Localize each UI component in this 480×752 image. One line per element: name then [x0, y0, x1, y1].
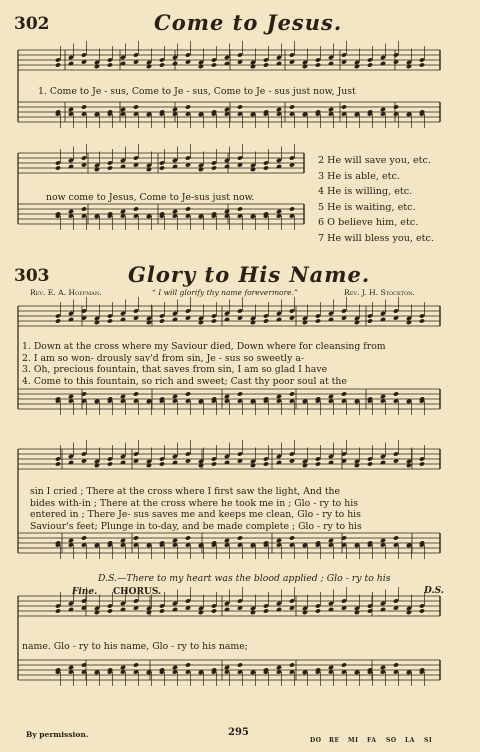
- solfa-note: LA: [405, 737, 415, 744]
- hymn-303-composer: Rev. J. H. Stockton.: [344, 288, 415, 297]
- note-head: [315, 62, 321, 67]
- note-head: [120, 665, 126, 670]
- note-head: [55, 62, 61, 67]
- note-head: [211, 608, 217, 613]
- hymn-302-verse-list: [318, 153, 434, 246]
- note-head: [276, 394, 282, 399]
- note-head: [185, 662, 191, 667]
- note-head: [224, 394, 230, 399]
- fine-mark: Fine.: [72, 587, 98, 597]
- note-head: [224, 209, 230, 214]
- note-head: [159, 318, 165, 323]
- note-head: [263, 608, 269, 613]
- note-head: [107, 608, 113, 613]
- note-head: [120, 394, 126, 399]
- note-head: [393, 391, 399, 396]
- note-head: [289, 391, 295, 396]
- note-head: [341, 662, 347, 667]
- note-head: [315, 461, 321, 466]
- note-head: [107, 62, 113, 67]
- note-head: [211, 62, 217, 67]
- note-head: [328, 107, 334, 112]
- note-head: [55, 608, 61, 613]
- note-head: [367, 62, 373, 67]
- solfa-note: MI: [348, 737, 359, 744]
- note-head: [237, 206, 243, 211]
- note-head: [393, 535, 399, 540]
- note-head: [315, 318, 321, 323]
- hymn-303-verses-block-2: [30, 486, 362, 532]
- note-head: [172, 394, 178, 399]
- verse-line: sin I cried ; There at the cross where I first saw the light, And the: [30, 486, 341, 497]
- note-head: [276, 538, 282, 543]
- note-head: [328, 394, 334, 399]
- note-head: [419, 461, 425, 466]
- verse-line: bides with-in ; There at the cross where he took me in ; Glo - ry to his: [30, 497, 358, 509]
- note-head: [224, 107, 230, 112]
- hymn-302-title: Come to Jesus.: [154, 10, 343, 35]
- chorus-label: CHORUS.: [113, 587, 162, 597]
- note-head: [172, 209, 178, 214]
- note-head: [120, 209, 126, 214]
- solfa-note: SI: [424, 737, 433, 744]
- note-head: [211, 461, 217, 466]
- solfa-note: SO: [386, 737, 397, 744]
- note-head: [224, 538, 230, 543]
- note-head: [68, 394, 74, 399]
- note-head: [68, 209, 74, 214]
- note-head: [328, 538, 334, 543]
- ds-mark: D.S.: [424, 586, 444, 596]
- note-head: [172, 107, 178, 112]
- note-head: [289, 662, 295, 667]
- note-head: [120, 538, 126, 543]
- note-head: [68, 538, 74, 543]
- note-head: [289, 206, 295, 211]
- note-head: [237, 535, 243, 540]
- verse-item: 3 He is able, etc.: [318, 170, 400, 182]
- note-head: [315, 608, 321, 613]
- note-head: [341, 104, 347, 109]
- page-number: 295: [228, 727, 249, 738]
- hymn-303-number: 303: [14, 266, 50, 286]
- note-head: [68, 665, 74, 670]
- hymn-302-lyric-line-1: 1. Come to Je - sus, Come to Je - sus, Come to Je - sus just now, Just: [38, 86, 356, 97]
- verse-line: entered in ; There Je- sus saves me and keeps me clean, Glo - ry to his: [30, 509, 361, 521]
- solfa-scale: [310, 737, 443, 744]
- note-head: [159, 62, 165, 67]
- note-head: [380, 394, 386, 399]
- note-head: [172, 665, 178, 670]
- note-head: [393, 104, 399, 109]
- note-head: [185, 206, 191, 211]
- note-head: [263, 461, 269, 466]
- note-head: [263, 62, 269, 67]
- verse-item: 4 He is willing, etc.: [318, 186, 413, 197]
- note-head: [55, 318, 61, 323]
- note-head: [55, 165, 61, 170]
- hymn-302-lyric-line-2: now come to Jesus, Come to Je-sus just now.: [46, 192, 255, 203]
- note-head: [341, 391, 347, 396]
- note-head: [276, 209, 282, 214]
- note-head: [289, 535, 295, 540]
- note-head: [133, 662, 139, 667]
- note-head: [185, 391, 191, 396]
- verse-item: 2 He will save you, etc.: [318, 155, 431, 166]
- note-head: [68, 107, 74, 112]
- note-head: [419, 62, 425, 67]
- note-head: [380, 107, 386, 112]
- note-head: [133, 104, 139, 109]
- note-head: [120, 107, 126, 112]
- verse-line: 1. Down at the cross where my Saviour died, Down where for cleansing from: [22, 341, 386, 352]
- note-head: [159, 165, 165, 170]
- note-head: [159, 461, 165, 466]
- solfa-note: RE: [329, 737, 340, 744]
- note-head: [133, 206, 139, 211]
- note-head: [393, 662, 399, 667]
- hymn-303-title: Glory to His Name.: [128, 262, 371, 287]
- note-head: [263, 318, 269, 323]
- note-head: [55, 461, 61, 466]
- verse-item: 6 O believe him, etc.: [318, 217, 419, 228]
- hymn-302-number: 302: [14, 14, 50, 34]
- note-head: [133, 391, 139, 396]
- verse-line: 2. I am so won- drously sav'd from sin, Je - sus so sweetly a-: [22, 352, 305, 364]
- note-head: [380, 538, 386, 543]
- note-head: [367, 318, 373, 323]
- solfa-note: FA: [367, 737, 377, 744]
- note-head: [107, 318, 113, 323]
- note-head: [185, 535, 191, 540]
- hymn-303-author: Rev. E. A. Hoffman.: [30, 288, 102, 297]
- note-head: [237, 391, 243, 396]
- note-head: [419, 318, 425, 323]
- chorus-lyric: name. Glo - ry to his name, Glo - ry to his name;: [22, 641, 248, 652]
- note-head: [81, 104, 87, 109]
- note-head: [328, 665, 334, 670]
- note-head: [81, 206, 87, 211]
- verse-line: 3. Oh, precious fountain, that saves from sin, I am so glad I have: [22, 364, 328, 376]
- verse-item: 5 He is waiting, etc.: [318, 201, 416, 213]
- note-head: [107, 165, 113, 170]
- note-head: [133, 535, 139, 540]
- note-head: [211, 165, 217, 170]
- hymn-303-epigraph: “ I will glorify thy name forevermore.”: [152, 288, 298, 297]
- note-head: [185, 104, 191, 109]
- verse-line: 4. Come to this fountain, so rich and sweet; Cast thy poor soul at the: [22, 375, 347, 387]
- note-head: [224, 665, 230, 670]
- note-head: [367, 461, 373, 466]
- note-head: [159, 608, 165, 613]
- hymn-303-verses-block-1: [22, 341, 386, 387]
- note-head: [211, 318, 217, 323]
- note-head: [276, 107, 282, 112]
- note-head: [276, 665, 282, 670]
- note-head: [289, 104, 295, 109]
- note-head: [419, 608, 425, 613]
- hymn-303-ds-line: D.S.—There to my heart was the blood applied ; Glo - ry to his: [98, 573, 391, 584]
- note-head: [237, 662, 243, 667]
- note-head: [380, 665, 386, 670]
- verse-line: Saviour's feet; Plunge in to-day, and be made complete ; Glo - ry to his: [30, 520, 362, 532]
- note-head: [107, 461, 113, 466]
- solfa-note: DO: [310, 737, 322, 744]
- note-head: [263, 165, 269, 170]
- permission-note: By permission.: [26, 730, 89, 739]
- note-head: [172, 538, 178, 543]
- note-head: [81, 535, 87, 540]
- note-head: [237, 104, 243, 109]
- verse-item: 7 He will bless you, etc.: [318, 232, 434, 244]
